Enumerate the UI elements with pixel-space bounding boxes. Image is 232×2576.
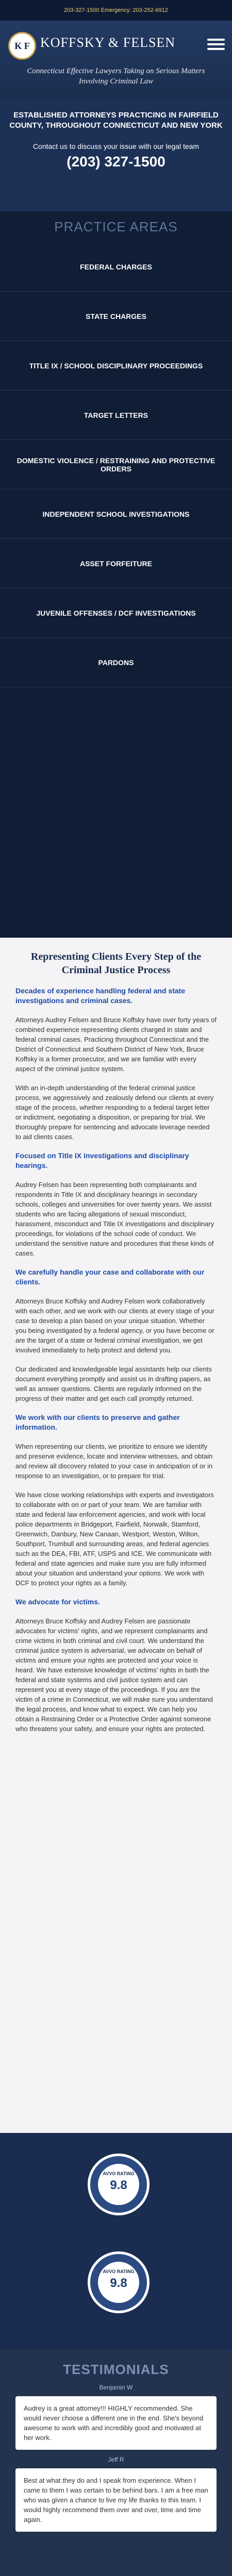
- paragraph: With an in-depth understanding of the federal criminal justice process, we aggressively and zealously defend our clients at every stage of the process, whether responding to a federal target letter or indictment, negotiating a disposition, or preparing for trial. We thoroughly prepare for sentencing and advocate leverage needed to aid clients cases.: [15, 1084, 214, 1141]
- badge-title: AVVO RATING: [103, 2171, 135, 2176]
- testimonial-card: Audrey is a great attorney!!! HIGHLY recommended. She would never choose a different one in the end. She's beyond awesome to work with and incredibly good and motivated at her work.: [15, 2396, 217, 2450]
- paragraph: Our dedicated and knowledgeable legal assistants help our clients document everything promptly and assist us in drafting papers, as well as answer questions. Clients are regularly informed on the progress of their matter and get each call promptly returned.: [15, 1365, 212, 1402]
- highlight-preserve-info: We work with our clients to preserve and gather information.: [15, 1413, 180, 1431]
- practice-area-domestic-violence[interactable]: DOMESTIC VIOLENCE / RESTRAINING AND PROTECTIVE ORDERS: [0, 440, 232, 489]
- menu-bar: [207, 43, 225, 45]
- practice-area-pardons[interactable]: PARDONS: [0, 638, 232, 687]
- badge-score: 9.8: [110, 2178, 127, 2192]
- practice-area-federal-charges[interactable]: FEDERAL CHARGES: [0, 242, 232, 292]
- paragraph: Attorneys Audrey Felsen and Bruce Koffsky have over forty years of combined experience representing clients charged in state and federal criminal cases. Practicing throughout Connecticut and the District of Connecticut and Southern District of New York, Bruce Koffsky is a former prosecutor, and we are familiar with every aspect of the criminal justice system.: [15, 1016, 217, 1073]
- practice-area-target-letters[interactable]: TARGET LETTERS: [0, 391, 232, 440]
- badge-title: AVVO RATING: [103, 2269, 135, 2274]
- testimonials-heading: TESTIMONIALS: [63, 2362, 169, 2377]
- hamburger-menu-icon[interactable]: [207, 36, 225, 52]
- firm-tagline: Connecticut Effective Lawyers Taking on Serious Matters Involving Criminal Law: [27, 67, 205, 86]
- avvo-rating-badge[interactable]: [88, 2251, 150, 2313]
- menu-bar: [207, 48, 225, 50]
- hero-phone-link[interactable]: (203) 327-1500: [67, 154, 165, 170]
- paragraph: Attorneys Bruce Koffsky and Audrey Felsen are passionate advocates for victims' rights, and we represent complainants and crime victims in both criminal and civil court. We understand the criminal justice system is adversarial, we advocate on behalf of victims and ensure your rights are protected and your voice is heard. We have extensive knowledge of victims' rights in both the federal and state systems and civil justice system and can represent you at every stage of the proceedings. If you are the victim of a crime in Connecticut, we will make sure you understand the legal process, and know what to expect. We can help you obtain a Restraining Order or a Protective Order against someone who threatens your safety, and ensure your rights are protected.: [15, 1617, 213, 1733]
- practice-areas-heading: PRACTICE AREAS: [0, 211, 232, 242]
- paragraph: Audrey Felsen has been representing both complainants and respondents in Title IX and disciplinary hearings in secondary schools, colleges and universities for over twenty years. We assist students who are facing allegations of sexual misconduct, harassment, misconduct and Title IX investigations and disciplinary proceedings, for violations of the school code of conduct. We understand the sensitive nature and procedures that these kinds of cases.: [15, 1181, 214, 1257]
- highlight-title-ix: Focused on Title IX investigations and disciplinary hearings.: [15, 1151, 189, 1170]
- highlight-federal-state: Decades of experience handling federal and state investigations and criminal cases.: [15, 987, 186, 1005]
- menu-bar: [207, 39, 225, 41]
- firm-logo[interactable]: K F: [8, 32, 36, 60]
- avvo-rating-badge[interactable]: [88, 2154, 150, 2215]
- hero-call-text: Contact us to discuss your issue with our legal team: [32, 142, 200, 150]
- paragraph: When representing our clients, we prioritize to ensure we identify and preserve evidence, locate and interview witnesses, and obtain and review all discovery related to your case in anticipation of or in response to an investigation, or to prepare for trial.: [15, 1443, 213, 1480]
- paragraph: We have close working relationships with experts and investigators to collaborate with on or part of your team. We are familiar with state and federal law enforcement agencies, and work with local police departments in Bridgeport, Fairfield, Norwalk, Stamford, Greenwich, Danbury, New Canaan, Westport, Weston, Wilton, Southport, Trumbull and surrounding areas, and federal agencies such as the DEA, FBI, ATF, USPS and ICE. We communicate with federal and state agencies and make sure you are fully informed about your situation and understand your options. We work with DCF to protect your rights as a family.: [15, 1491, 214, 1587]
- highlight-collaborate: We carefully handle your case and collaborate with our clients.: [15, 1268, 205, 1286]
- practice-area-state-charges[interactable]: STATE CHARGES: [0, 292, 232, 341]
- testimonial-card: Best at what they do and I speak from experience. When I came to them I was certain to be behind bars. I am a free man who was given a chance to live my life thanks to this team. I would highly recommend them over and over, time and time again.: [15, 2468, 217, 2532]
- practice-area-asset-forfeiture[interactable]: ASSET FORFEITURE: [0, 539, 232, 588]
- testimonial-author: Jeff R: [108, 2456, 124, 2463]
- practice-area-title-ix[interactable]: TITLE IX / SCHOOL DISCIPLINARY PROCEEDINGS: [0, 341, 232, 391]
- paragraph: Attorneys Bruce Koffsky and Audrey Felsen work collaboratively with each other, and we work with our clients at every stage of your case to develop a plan based on your unique situation. Whether you being investigated by a federal agency, or you have become or are the target of a state or federal criminal investigation, we get involved immediately to help protect and defend you.: [15, 1297, 214, 1354]
- main-content: [0, 938, 232, 2133]
- firm-name[interactable]: KOFFSKY & FELSEN: [40, 35, 176, 50]
- badge-score: 9.8: [110, 2276, 127, 2290]
- content-heading: Representing Clients Every Step of the Criminal Justice Process: [30, 951, 202, 976]
- practice-areas-list: [0, 242, 232, 938]
- top-phones[interactable]: 203-327-1500 Emergency: 203-252-6912: [64, 7, 168, 13]
- practice-area-independent-school[interactable]: INDEPENDENT SCHOOL INVESTIGATIONS: [0, 489, 232, 539]
- highlight-victims: We advocate for victims.: [15, 1598, 100, 1606]
- hero-section: [0, 98, 232, 211]
- site-header: [0, 21, 232, 98]
- top-contact-bar[interactable]: [0, 0, 232, 21]
- reviews-section: [0, 2133, 232, 2349]
- testimonials-section: [0, 2349, 232, 2576]
- practice-area-juvenile-offenses[interactable]: JUVENILE OFFENSES / DCF INVESTIGATIONS: [0, 588, 232, 638]
- badge-inner: [98, 2262, 139, 2303]
- hero-title: ESTABLISHED ATTORNEYS PRACTICING IN FAIRFIELD COUNTY, THROUGHOUT CONNECTICUT AND NEW YORK: [9, 111, 223, 130]
- testimonial-author: Benjamin W: [99, 2384, 133, 2391]
- badge-inner: [98, 2164, 139, 2205]
